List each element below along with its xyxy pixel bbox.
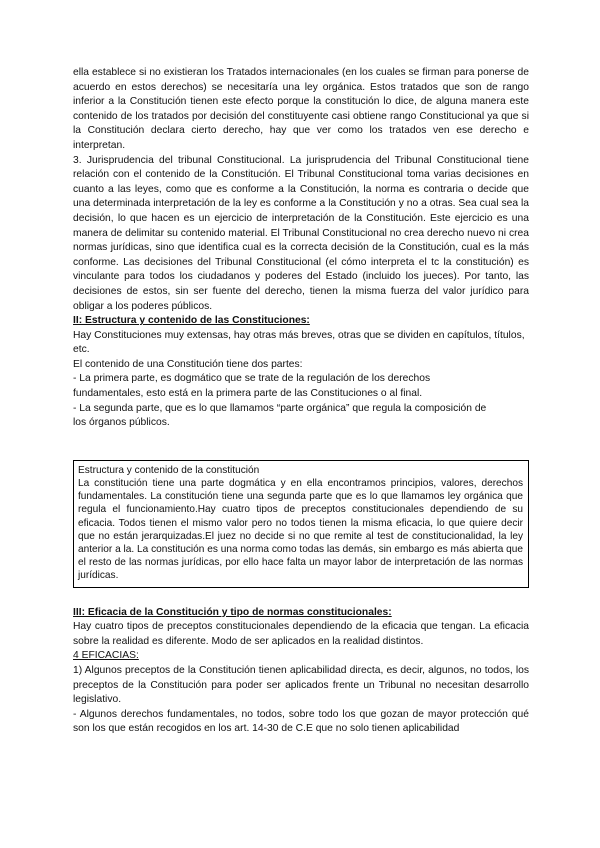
summary-box-title: Estructura y contenido de la constitución	[78, 464, 260, 476]
list-item-parte-dogmatica: - La primera parte, es dogmático que se trate de la regulación de los derechos fundamentales, esto está en la primera parte de las Constituciones o al final.	[73, 373, 431, 400]
paragraph-tratados: ella establece si no existieran los Tratados internacionales (en los cuales se firman para ponerse de acuerdo en estos derechos) se necesitaría una ley orgánica. Estos tratados que son de rango inferior a la Constitución tienen este efecto porque la constitución lo dice, de alguna manera este contenido de los tratados por decisión del constituyente casi obtiene rango Constitucional ya que si la Constitución declara cierto derecho, hay que ver como los tratados ven ese derecho e interpretan.	[73, 67, 529, 151]
spacer	[73, 588, 529, 606]
paragraph-constituciones-extensas: Hay Constituciones muy extensas, hay otras más breves, otras que se dividen en capítulos, títulos, etc.	[73, 329, 525, 356]
paragraph-dos-partes: El contenido de una Constitución tiene dos partes:	[73, 358, 303, 370]
paragraph-jurisprudencia: 3. Jurisprudencia del tribunal Constitucional. La jurisprudencia del Tribunal Constitucional tiene relación con el contenido de la Constitución. El Tribunal Constitucional toma varias decisiones en cuanto a las leyes, como que es conforme a la Constitución, la norma es contraria o decide que una determinada interpretación de la ley es conforme a la Constitución y no a otras. Sea cual sea la decisión, lo que hacen es un ejercicio de interpretación de la Constitución. Este ejercicio es una manera de delimitar su contenido material. El Tribunal Constitucional no crea derecho nuevo ni crea normas jurídicas, sino que identifica cual es la correcta decisión de la Constitución, cual es la más conforme. Las decisiones del Tribunal Constitucional (el cómo interpreta el tc la constitución) es vinculante para todos los ciudadanos y poderes del Estado (incluido los jueces). Por tanto, las decisiones de estos, sin ser fuente del derecho, tienen la misma fuerza del valor jurídico para obligar a los poderes públicos.	[73, 154, 529, 312]
document-page	[73, 66, 529, 737]
section-heading-eficacia: III: Eficacia de la Constitución y tipo de normas constitucionales:	[73, 606, 392, 618]
list-item-parte-organica: - La segunda parte, que es lo que llamamos “parte orgánica” que regula la composición de los órganos públicos.	[73, 402, 487, 429]
subheading-eficacias: 4 EFICACIAS:	[73, 650, 139, 662]
section-heading-estructura: II: Estructura y contenido de las Constituciones:	[73, 315, 310, 327]
paragraph-aplicabilidad-directa: 1) Algunos preceptos de la Constitución tienen aplicabilidad directa, es decir, algunos, no todos, los preceptos de la Constitución para poder ser aplicados frente un Tribunal no necesitan desarrollo legislativo.	[73, 665, 529, 706]
paragraph-tipos-preceptos: Hay cuatro tipos de preceptos constitucionales dependiendo de la eficacia que tengan. La eficacia sobre la realidad es diferente. Modo de ser aplicados en la realidad distintos.	[73, 621, 529, 647]
summary-box	[73, 460, 529, 588]
summary-box-text: La constitución tiene una parte dogmática y en ella encontramos principios, valores, derechos fundamentales. La constitución tiene una segunda parte que es lo que llamamos ley orgánica que regula el funcionamiento.Hay cuatro tipos de preceptos constitucionales dependiendo de su eficacia. Todos tienen el mismo valor pero no todos tienen la misma eficacia, lo que quiere decir que no están jerarquizadas.El juez no decide si no que remite al test de constitucionalidad, la ley anterior a la. La constitución es una norma como todas las demás, sin embargo es más abierta que el resto de las normas jurídicas, por ello hace falta un mayor labor de interpretación de las normas jurídicas.	[78, 478, 523, 582]
paragraph-derechos-fundamentales: - Algunos derechos fundamentales, no todos, sobre todo los que gozan de mayor protección qué son los que están recogidos en los art. 14-30 de C.E que no solo tienen aplicabilidad	[73, 708, 529, 735]
